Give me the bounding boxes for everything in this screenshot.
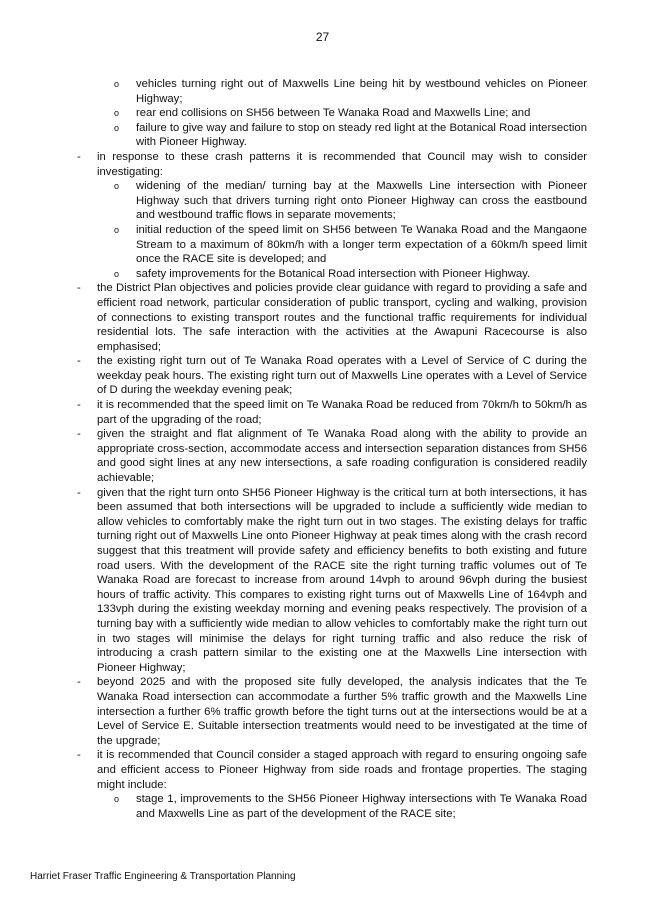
document-body bbox=[72, 77, 587, 821]
dash-bullet-marker: - bbox=[77, 282, 81, 295]
sub-bullet-item bbox=[72, 267, 587, 282]
bullet-text: beyond 2025 and with the proposed site fully developed, the analysis indicates that the Te Wanaka Road intersection can accommodate a further 5% traffic growth and the Maxwells Line intersection a further 6% traffic growth before the tight turns out at the intersections would be at a Level of Service E. Suitable intersection treatments would need to be investigated at the time of the upgrade; bbox=[97, 676, 587, 747]
bullet-text: given the straight and flat alignment of Te Wanaka Road along with the ability to provide an appropriate cross-section, accommodate access and intersection separation distances from SH56 and good sight lines at any new intersections, a safe roading configuration is considered readily achievable; bbox=[97, 428, 587, 485]
sub-bullet-item bbox=[72, 179, 587, 223]
bullet-text: in response to these crash patterns it is recommended that Council may wish to consider investigating: bbox=[97, 150, 587, 178]
bullet-text: vehicles turning right out of Maxwells Line being hit by westbound vehicles on Pioneer Highway; bbox=[136, 78, 587, 105]
dash-bullet-marker: - bbox=[77, 749, 81, 762]
bullet-text: safety improvements for the Botanical Road intersection with Pioneer Highway. bbox=[136, 267, 531, 280]
sub-bullet-item bbox=[72, 792, 587, 821]
dash-bullet-marker: - bbox=[77, 355, 81, 368]
bullet-item bbox=[72, 427, 587, 485]
bullet-item bbox=[72, 675, 587, 748]
bullet-item bbox=[72, 398, 587, 427]
circle-bullet-marker: o bbox=[114, 79, 120, 89]
bullet-text: widening of the median/ turning bay at the Maxwells Line intersection with Pioneer Highway such that drivers turning right onto Pioneer Highway can cross the eastbound and westbound traffic flows in separate movements; bbox=[136, 180, 587, 222]
dash-bullet-marker: - bbox=[77, 399, 81, 412]
bullet-item bbox=[72, 486, 587, 676]
circle-bullet-marker: o bbox=[114, 224, 120, 235]
sub-bullet-item bbox=[72, 77, 587, 106]
bullet-item bbox=[72, 748, 587, 792]
dash-bullet-marker: - bbox=[77, 150, 81, 163]
sub-bullet-item bbox=[72, 223, 587, 267]
dash-bullet-marker: - bbox=[77, 428, 81, 441]
bullet-text: the existing right turn out of Te Wanaka Road operates with a Level of Service of C during the weekday peak hours. The existing right turn out of Maxwells Line operates with a Level of Service of D during the weekday evening peak; bbox=[97, 355, 587, 397]
bullet-text: it is recommended that the speed limit on Te Wanaka Road be reduced from 70km/h to 50km/h as part of the upgrading of the road; bbox=[97, 399, 587, 426]
sub-bullet-item bbox=[72, 106, 587, 121]
circle-bullet-marker: o bbox=[114, 268, 120, 279]
page-number: 27 bbox=[315, 30, 330, 44]
bullet-text: rear end collisions on SH56 between Te Wanaka Road and Maxwells Line; and bbox=[136, 107, 531, 120]
bullet-text: the District Plan objectives and policies provide clear guidance with regard to providing a safe and efficient road network, particular consideration of public transport, cycling and walking, provision of connections to existing transport routes and the functional traffic requirements for individual residential lots. The safe interaction with the activities at the Awapuni Racecourse is also emphasised; bbox=[97, 282, 587, 353]
bullet-text: failure to give way and failure to stop on steady red light at the Botanical Road intersection with Pioneer Highway. bbox=[136, 121, 587, 149]
dash-bullet-marker: - bbox=[77, 676, 81, 689]
bullet-text: stage 1, improvements to the SH56 Pioneer Highway intersections with Te Wanaka Road and Maxwells Line as part of the development of the RACE site; bbox=[136, 793, 587, 820]
circle-bullet-marker: o bbox=[114, 181, 120, 192]
bullet-item bbox=[72, 354, 587, 398]
page-footer: Harriet Fraser Traffic Engineering & Transportation Planning bbox=[30, 871, 296, 882]
bullet-item bbox=[72, 150, 587, 179]
circle-bullet-marker: o bbox=[114, 794, 120, 805]
bullet-text: given that the right turn onto SH56 Pioneer Highway is the critical turn at both intersections, it has been assumed that both intersections will be upgraded to include a sufficiently wide median to allow vehicles to comfortably make the right turn out in two stages. The existing delays for traffic turning right out of Maxwells Line onto Pioneer Highway at peak times along with the crash record suggest that this treatment will provide safety and efficiency benefits to both existing and future road users. With the development of the RACE site the right turning traffic volumes out of Te Wanaka Road are forecast to increase from around 14vph to around 96vph during the busiest hours of traffic activity. This compares to existing right turns out of Maxwells Line of 164vph and 133vph during the existing weekday morning and evening peaks respectively. The provision of a turning bay with a sufficiently wide median to allow vehicles to comfortably make the right turn out in two stages will minimise the delays for right turning traffic and also reduce the risk of introducing a crash pattern similar to the existing one at the Maxwells Line intersection with Pioneer Highway; bbox=[97, 486, 587, 674]
bullet-text: it is recommended that Council consider a staged approach with regard to ensuring ongoing safe and efficient access to Pioneer Highway from side roads and frontage properties. The staging might include: bbox=[97, 749, 587, 791]
circle-bullet-marker: o bbox=[114, 108, 120, 119]
sub-bullet-item bbox=[72, 121, 587, 150]
dash-bullet-marker: - bbox=[77, 486, 81, 499]
bullet-text: initial reduction of the speed limit on SH56 between Te Wanaka Road and the Mangaone Stream to a maximum of 80km/h with a longer term expectation of a 60km/h speed limit once the RACE site is developed; and bbox=[136, 223, 587, 266]
bullet-item bbox=[72, 281, 587, 354]
circle-bullet-marker: o bbox=[114, 122, 120, 133]
